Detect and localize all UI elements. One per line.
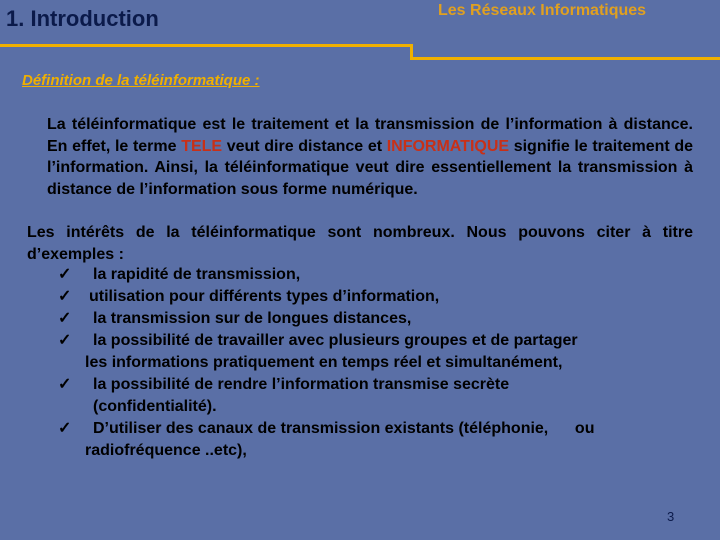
interests-intro: Les intérêts de la téléinformatique sont nombreux. Nous pouvons citer à titre d’exemples : [27, 224, 693, 263]
section-header: Les Réseaux Informatiques [438, 2, 647, 19]
list-item: la transmission sur de longues distances, [93, 310, 412, 327]
slide-title: 1. Introduction [6, 6, 159, 31]
check-icon: ✓ [58, 288, 72, 305]
term-tele: TELE [181, 137, 223, 155]
paragraph-text-3: signifie le traitement de l’information. Ainsi, la téléinformatique veut dire essentiellement la transmission à distance de l’information sous forme numérique. [47, 137, 694, 198]
list-item: utilisation pour différents types d’information, [89, 288, 440, 305]
definition-heading: Définition de la téléinformatique : [22, 72, 260, 89]
list-item: la rapidité de transmission, [93, 266, 301, 283]
list-item-continuation: les informations pratiquement en temps réel et simultanément, [85, 354, 563, 371]
definition-paragraph [47, 114, 693, 200]
paragraph-text-1: La téléinformatique est le traitement et la transmission de l’information à distance. En effet, le terme [47, 116, 693, 155]
list-item: la possibilité de rendre l’information transmise secrète [93, 376, 510, 393]
paragraph-text-2: veut dire distance et [222, 137, 387, 155]
header-rule [0, 44, 410, 47]
check-icon: ✓ [58, 420, 72, 437]
check-icon: ✓ [58, 376, 72, 393]
header-rule-right [410, 57, 720, 60]
page-number: 3 [667, 509, 675, 524]
list-item: D’utiliser des canaux de transmission existants (téléphonie, ou [93, 420, 595, 437]
list-item-continuation: radiofréquence ..etc), [85, 442, 247, 459]
check-icon: ✓ [58, 266, 72, 283]
check-icon: ✓ [58, 332, 72, 349]
list-item: la possibilité de travailler avec plusieurs groupes et de partager [93, 332, 578, 349]
term-informatique: INFORMATIQUE [386, 137, 510, 155]
list-item-continuation: (confidentialité). [93, 398, 217, 415]
check-icon: ✓ [58, 310, 72, 327]
